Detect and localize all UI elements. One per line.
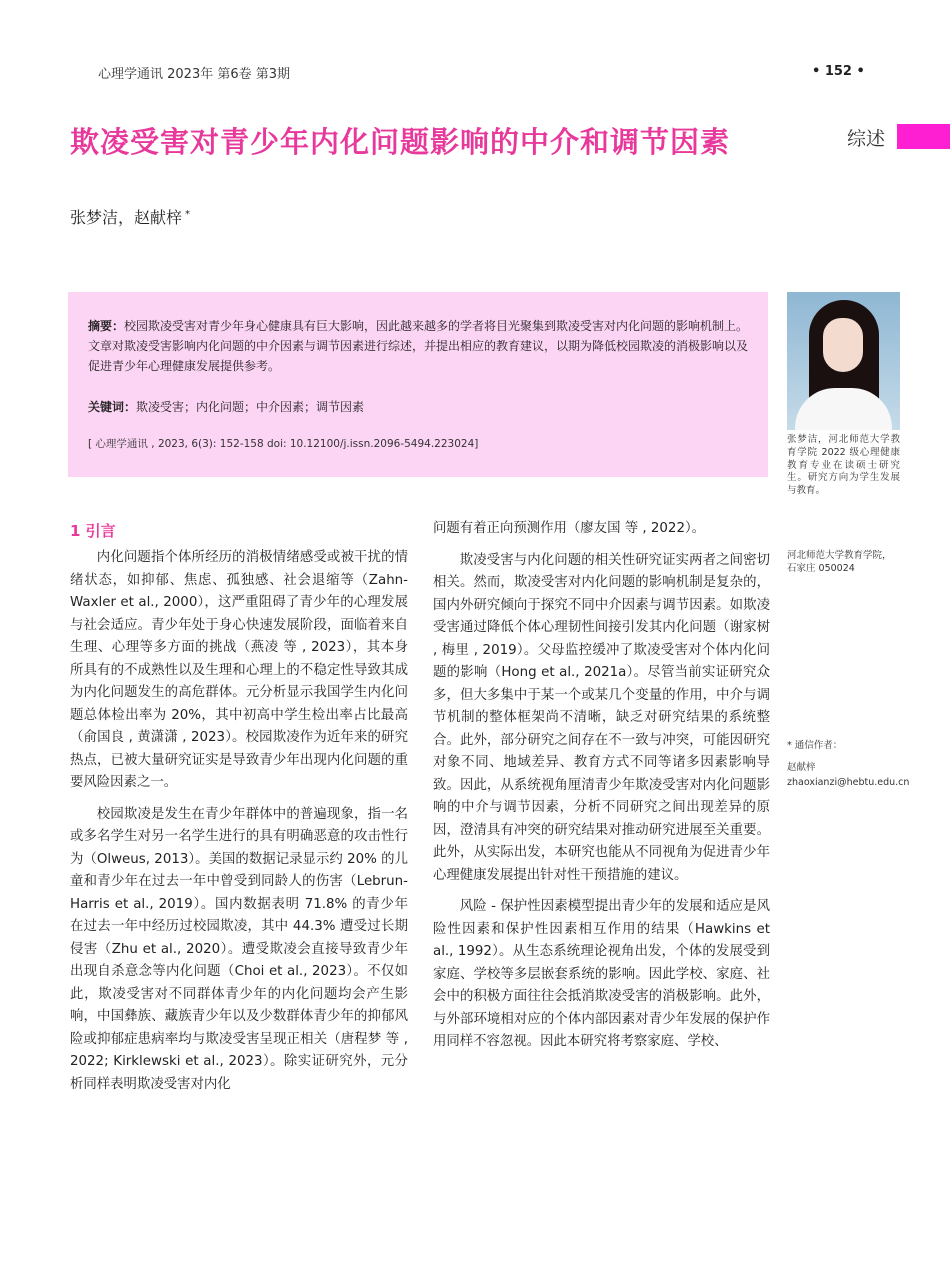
- abstract-label: 摘要：: [88, 319, 125, 333]
- journal-header: 心理学通讯 2023年 第6卷 第3期: [98, 67, 291, 82]
- keywords: [88, 398, 364, 415]
- paragraph: 问题有着正向预测作用（廖友国 等 , 2022）。: [433, 521, 706, 536]
- paragraph: 欺凌受害与内化问题的相关性研究证实两者之间密切相关。然而，欺凌受害对内化问题的影响机制是复杂的，国内外研究倾向于探究不同中介因素与调节因素。如欺凌受害通过降低个体心理韧性间接引发其内化问题（谢家树 , 梅里 , 2019）。父母监控缓冲了欺凌受害对个体内化问题的影响（Hong et al., 2021a）。尽管当前实证研究众多，但大多集中于某一个或某几个变量的作用，中介与调节机制的整体框架尚不清晰，缺乏对研究结果的系统整合。此外，部分研究之间存在不一致与冲突，可能因研究对象不同、地域差异、教育方式不同等诸多因素影响导致。因此，从系统视角厘清青少年欺凌受害对内化问题影响的中介与调节因素，分析不同研究之间出现差异的原因，澄清具有冲突的研究结果对推动研究进展至关重要。此外，从实际出发，本研究也能从不同视角为促进青少年心理健康发展提出针对性干预措施的建议。: [433, 552, 770, 883]
- author-photo: [787, 292, 900, 430]
- paragraph: 校园欺凌是发生在青少年群体中的普遍现象，指一名或多名学生对另一名学生进行的具有明确恶意的攻击性行为（Olweus, 2013）。美国的数据记录显示约 20% 的儿童和青少年在过去一年中曾受到同龄人的伤害（Lebrun-Harris et al., 2019）。国内数据表明 71.8% 的青少年在过去一年中经历过校园欺凌，其中 44.3% 遭受过长期侵害（Zhu et al., 2020）。遭受欺凌会直接导致青少年出现自杀意念等内化问题（Choi et al., 2023）。不仅如此，欺凌受害对不同群体青少年的内化问题均会产生影响，中国彝族、藏族青少年以及少数群体青少年的抑郁风险或抑郁症患病率均与欺凌受害呈现正相关（唐程梦 等 , 2022; Kirklewski et al., 2023）。除实证研究外，元分析同样表明欺凌受害对内化: [70, 806, 408, 1092]
- right-column: [433, 518, 770, 1063]
- affiliation: 河北师范大学教育学院， 石家庄 050024: [787, 550, 892, 574]
- keywords-text: 欺凌受害；内化问题；中介因素；调节因素: [136, 400, 365, 414]
- abstract-text: 校园欺凌受害对青少年身心健康具有巨大影响，因此越来越多的学者将目光聚集到欺凌受害对内化问题的影响机制上。文章对欺凌受害影响内化问题的中介因素与调节因素进行综述，并提出相应的教育建议，以期为降低校园欺凌的消极影响以及促进青少年心理健康发展提供参考。: [88, 319, 749, 373]
- photo-caption: 张梦洁，河北师范大学教育学院 2022 级心理健康教育专业在读硕士研究生。研究方向为学生发展与教育。: [787, 434, 900, 497]
- section-tag-bar: [897, 124, 950, 149]
- paragraph: 风险 - 保护性因素模型提出青少年的发展和适应是风险性因素和保护性因素相互作用的结果（Hawkins et al., 1992）。从生态系统理论视角出发，个体的发展受到家庭、学校等多层嵌套系统的影响。因此学校、家庭、社会中的积极方面往往会抵消欺凌受害的消极影响。此外，与外部环境相对应的个体内部因素对青少年发展的保护作用同样不容忽视。因此本研究将考察家庭、学校、: [433, 899, 770, 1049]
- correspondence-email: zhaoxianzi@hebtu.edu.cn: [787, 777, 910, 788]
- photo-face: [823, 318, 863, 372]
- author-names: 张梦洁，赵献梓: [70, 208, 183, 227]
- page-number: • 152 •: [812, 64, 865, 79]
- article-title: 欺凌受害对青少年内化问题影响的中介和调节因素: [70, 125, 731, 159]
- section-heading: 1 引言: [70, 522, 116, 540]
- section-tag: 综述: [847, 128, 886, 150]
- left-column: [70, 547, 408, 1105]
- corresponding-mark: *: [185, 208, 191, 220]
- abstract-box: [68, 292, 768, 477]
- paragraph: 内化问题指个体所经历的消极情绪感受或被干扰的情绪状态，如抑郁、焦虑、孤独感、社会退缩等（Zahn-Waxler et al., 2000），这严重阻碍了青少年的心理发展与社会适应。青少年处于身心快速发展阶段，面临着来自生理、心理等多方面的挑战（燕凌 等 , 2023），其本身所具有的不成熟性以及生理和心理上的不稳定性导致其成为内化问题发生的高危群体。元分析显示我国学生内化问题总体检出率为 20%，其中初高中学生检出率占比最高（俞国良 , 黄潇潇 , 2023）。校园欺凌作为近年来的研究热点，已被大量研究证实是导致青少年出现内化问题的重要风险因素之一。: [70, 550, 408, 790]
- authors: [70, 205, 190, 228]
- correspondence-label: * 通信作者：: [787, 740, 843, 751]
- abstract: [88, 316, 753, 376]
- citation: [ 心理学通讯 , 2023, 6(3): 152-158 doi: 10.12100/j.issn.2096-5494.223024]: [88, 438, 479, 450]
- keywords-label: 关键词：: [88, 400, 137, 414]
- correspondence-name: 赵献梓: [787, 762, 816, 773]
